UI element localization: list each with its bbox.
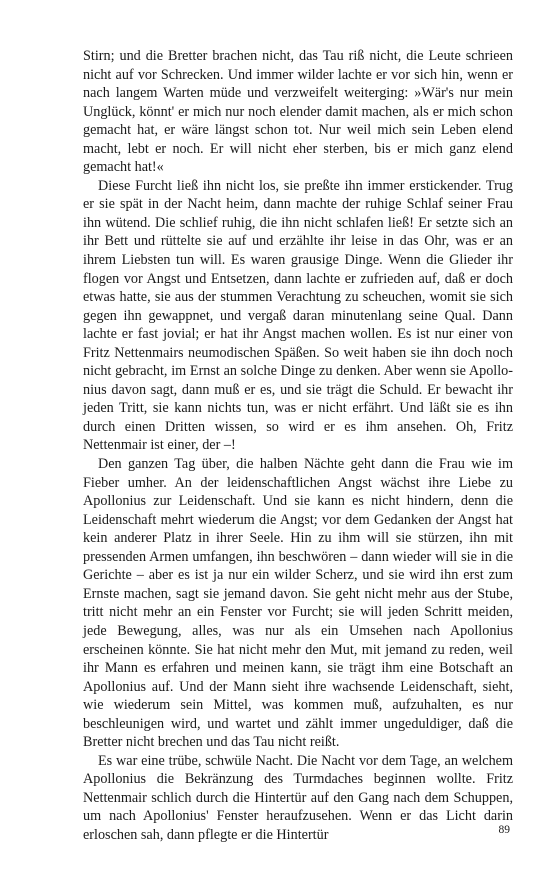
paragraph-2: Diese Furcht ließ ihn nicht los, sie preßte ihn immer erstickender. Trug er sie spät in der Nacht heim, dann machte der ruhige Schlaf seiner Frau ihn wütend. Die schlief ruhig, die ihn nicht schlafen ließ! Er setzte sich an ihr Bett und rüttelte sie auf und erzählte ihr leise in das Ohr, was er an ihrem Liebsten tun will. Es waren grausige Dinge. Wenn die Glieder ihr flogen vor Angst und Entsetzen, dann lachte er zufrieden auf, daß er doch etwas hatte, sie aus der stummen Verachtung zu scheuchen, womit sie sich gegen ihn gewappnet, und vergaß daran minutenlang seine Qual. Dann lachte er fast jovial; er hat ihr Angst machen wollen. Es ist nur einer von Fritz Nettenmairs neumodischen Späßen. So weit haben sie ihn doch noch nicht gebracht, im Ernst an solche Dinge zu denken. Aber wenn sie Apollonius davon sagt, dann muß er es, und sie trägt die Schuld. Er bewacht ihr jeden Tritt, sie kann nichts tun, was er nicht erfährt. Und läßt sie es ihn durch einen Dritten wissen, so wird er es ihm ansehen. Oh, Fritz Nettenmair ist einer, der –! [83,177,513,454]
page-number: 89 [498,824,510,836]
paragraph-3: Den ganzen Tag über, die halben Nächte geht dann die Frau wie im Fieber umher. An der leidenschaftlichen Angst wächst ihre Liebe zu Apollonius zur Leidenschaft. Und sie kann es nicht hindern, denn die Leidenschaft mehrt wiederum die Angst; vor dem Gedanken der Angst hat kein anderer Platz in ihrer Seele. Hin zu ihm will sie stürzen, ihn mit pressenden Armen umfangen, ihn beschwören – dann wieder will sie in die Gerichte – aber es ist ja nur ein wilder Scherz, und sie wird ihn erst zum Ernste machen, sagt sie jemand davon. Sie geht nicht mehr aus der Stube, tritt nicht mehr an ein Fenster vor Furcht; sie will jeden Schritt meiden, jede Bewegung, alles, was nur als ein Umsehen nach Apollonius erscheinen könnte. Sie hat nicht mehr den Mut, mit jemand zu reden, weil ihr Mann es erfahren und meinen kann, sie trägt ihm eine Botschaft an Apollonius auf. Und der Mann sieht ihre wachsende Leidenschaft, sieht, wie wiederum sein Mittel, was kommen muß, aufzuhalten, es nur beschleunigen wird, und wartet und zählt immer ungeduldiger, daß die Bretter nicht brechen und das Tau nicht reißt. [83,456,513,751]
paragraph-1: Stirn; und die Bretter brachen nicht, das Tau riß nicht, die Leute schrieen nicht auf vor Schrecken. Und immer wilder lachte er vor sich hin, wenn er nach langem Warten müde und verzweifelt weiterging: »Wär's nur mein Unglück, könnt' er mich nur noch elender damit machen, als er mich schon gemacht hat, er wäre längst schon tot. Nur weil mich sein Leben elend macht, lebt er noch. Er will nicht eher sterben, bis er mich ganz elend gemacht hat!« [83,48,513,176]
body-text [83,47,513,845]
paragraph-4: Es war eine trübe, schwüle Nacht. Die Nacht vor dem Tage, an welchem Apollonius die Bekränzung des Turmdaches beginnen wollte. Fritz Nettenmair schlich durch die Hintertür auf den Gang nach dem Schuppen, um nach Apollonius' Fenster heraufzusehen. Wenn er das Licht darin erloschen sah, dann pflegte er die Hintertür [83,752,513,843]
